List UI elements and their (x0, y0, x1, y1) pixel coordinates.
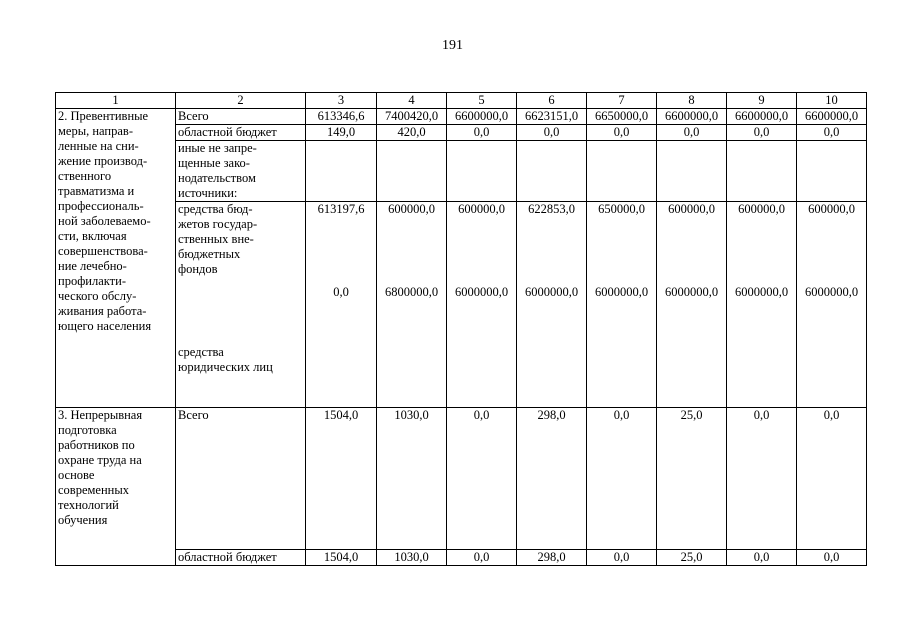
measure-cell (56, 109, 176, 408)
value: 6000000,0 (734, 285, 789, 299)
value-cell (447, 202, 517, 408)
source-label-cell (176, 550, 306, 566)
value: 0,0 (823, 408, 840, 422)
table-row (56, 550, 867, 566)
table-body (56, 93, 867, 566)
value-cell (377, 109, 447, 125)
source-label-cell (176, 125, 306, 141)
spacer (797, 217, 866, 285)
source-label-cell (176, 141, 306, 202)
value: 6000000,0 (664, 285, 719, 299)
text-line: жетов государ- (178, 217, 258, 231)
value: 6600000,0 (804, 109, 859, 123)
table-row (56, 109, 867, 125)
value-cell (447, 109, 517, 125)
value: 1030,0 (394, 408, 429, 422)
value-cell (377, 550, 447, 566)
value-cell (657, 202, 727, 408)
spacer (517, 217, 586, 285)
value-cell (517, 109, 587, 125)
text-line: нодательством (178, 171, 256, 185)
value: 25,0 (680, 408, 703, 422)
header-cell: 8 (657, 93, 727, 109)
table-row (56, 125, 867, 141)
value: 0,0 (333, 285, 349, 299)
value: 6000000,0 (594, 285, 649, 299)
value-cell (517, 550, 587, 566)
text-line: меры, направ- (58, 124, 133, 138)
source-label-cell (176, 408, 306, 550)
value-cell (657, 125, 727, 141)
value: 600000,0 (388, 202, 435, 216)
spacer (377, 217, 446, 285)
text-line: средства (178, 345, 224, 359)
value: 0,0 (753, 550, 770, 564)
value-cell (306, 202, 377, 408)
value: 600000,0 (668, 202, 715, 216)
text-line: подготовка (58, 423, 117, 437)
value-cell (797, 408, 867, 550)
value-cell (797, 202, 867, 408)
text-line: ленные на сни- (58, 139, 139, 153)
value: 6000000,0 (454, 285, 509, 299)
text-line: ственного (58, 169, 112, 183)
text-line: профилакти- (58, 274, 126, 288)
text-line: охране труда на (58, 453, 142, 467)
header-cell: 6 (517, 93, 587, 109)
text-line: Всего (178, 408, 209, 422)
text-line: фондов (178, 262, 218, 276)
value-cell (797, 141, 867, 202)
value-cell (727, 202, 797, 408)
value-cell (657, 550, 727, 566)
value: 0,0 (543, 125, 560, 139)
value: 6000000,0 (804, 285, 859, 299)
value-cell (377, 408, 447, 550)
value-cell (727, 125, 797, 141)
value: 613346,6 (317, 109, 365, 123)
value-cell (587, 109, 657, 125)
value-cell (657, 408, 727, 550)
text-line: профессиональ- (58, 199, 144, 213)
header-cell: 3 (306, 93, 377, 109)
text-line: сти, включая (58, 229, 127, 243)
value: 600000,0 (458, 202, 505, 216)
value-cell (447, 141, 517, 202)
value: 0,0 (473, 408, 490, 422)
source-label-cell (176, 202, 306, 408)
value: 420,0 (397, 125, 426, 139)
value: 613197,6 (317, 202, 365, 216)
value-cell (377, 141, 447, 202)
value: 6650000,0 (594, 109, 649, 123)
value-cell (447, 550, 517, 566)
value-cell (797, 550, 867, 566)
spacer (657, 217, 726, 285)
value-cell (727, 408, 797, 550)
header-cell: 10 (797, 93, 867, 109)
value: 6600000,0 (454, 109, 509, 123)
value-cell (306, 141, 377, 202)
text-line: ние лечебно- (58, 259, 127, 273)
text-line: жение производ- (58, 154, 148, 168)
value-cell (587, 125, 657, 141)
measure-cell (56, 408, 176, 566)
text-line: юридических лиц (178, 360, 273, 374)
text-line: травматизма и (58, 184, 135, 198)
budget-table (55, 92, 867, 566)
text-line: живания работа- (58, 304, 147, 318)
value: 6600000,0 (664, 109, 719, 123)
value: 6000000,0 (524, 285, 579, 299)
value: 6600000,0 (734, 109, 789, 123)
header-cell: 9 (727, 93, 797, 109)
value-cell (727, 141, 797, 202)
text-line: ственных вне- (178, 232, 254, 246)
value-cell (657, 141, 727, 202)
value: 149,0 (326, 125, 356, 139)
value: 600000,0 (738, 202, 785, 216)
value-cell (587, 202, 657, 408)
text-line: совершенствова- (58, 244, 148, 258)
value-cell (306, 125, 377, 141)
value: 7400420,0 (384, 109, 439, 123)
header-cell: 1 (56, 93, 176, 109)
value: 622853,0 (528, 202, 575, 216)
table-row (56, 408, 867, 550)
value-cell (447, 408, 517, 550)
value: 0,0 (473, 125, 490, 139)
value: 298,0 (537, 550, 566, 564)
value-cell (727, 550, 797, 566)
spacer (447, 217, 516, 285)
text-line: бюджетных (178, 247, 241, 261)
text-line: областной бюджет (178, 125, 277, 139)
text-line: ющего населения (58, 319, 152, 333)
text-line: 3. Непрерывная (58, 408, 143, 422)
value-cell (306, 109, 377, 125)
value: 1504,0 (323, 550, 359, 564)
value: 0,0 (753, 408, 770, 422)
value: 1504,0 (323, 408, 359, 422)
text-line: областной бюджет (178, 550, 277, 564)
value-cell (797, 109, 867, 125)
value-cell (587, 550, 657, 566)
text-line: 2. Превентивные (58, 109, 149, 123)
spacer (306, 217, 376, 285)
value-cell (517, 408, 587, 550)
value-cell (587, 408, 657, 550)
value: 298,0 (537, 408, 566, 422)
header-row (56, 93, 867, 109)
header-cell: 7 (587, 93, 657, 109)
text-line: основе (58, 468, 95, 482)
header-cell: 5 (447, 93, 517, 109)
text-line: иные не запре- (178, 141, 257, 155)
page-number: 191 (442, 38, 463, 53)
header-cell: 4 (377, 93, 447, 109)
text-line: источники: (178, 186, 238, 200)
value: 1030,0 (394, 550, 429, 564)
text-line: средства бюд- (178, 202, 253, 216)
text-line: обучения (58, 513, 108, 527)
text-line: работников по (58, 438, 135, 452)
value-cell (657, 109, 727, 125)
value-cell (517, 125, 587, 141)
text-line: ческого обслу- (58, 289, 137, 303)
value-cell (517, 141, 587, 202)
value: 600000,0 (808, 202, 855, 216)
value-cell (517, 202, 587, 408)
text-line: технологий (58, 498, 119, 512)
value-cell (797, 125, 867, 141)
value: 0,0 (683, 125, 700, 139)
value: 650000,0 (598, 202, 645, 216)
value: 0,0 (613, 125, 630, 139)
value-cell (727, 109, 797, 125)
spacer (178, 277, 303, 345)
table-row (56, 141, 867, 202)
value-cell (377, 202, 447, 408)
value-cell (306, 408, 377, 550)
value-cell (377, 125, 447, 141)
value: 0,0 (753, 125, 770, 139)
value-cell (447, 125, 517, 141)
value-cell (587, 141, 657, 202)
text-line: Всего (178, 109, 209, 123)
spacer (727, 217, 796, 285)
value: 0,0 (613, 550, 630, 564)
value: 6800000,0 (384, 285, 439, 299)
value-cell (306, 550, 377, 566)
value: 0,0 (613, 408, 630, 422)
value: 6623151,0 (524, 109, 579, 123)
spacer (587, 217, 656, 285)
header-cell: 2 (176, 93, 306, 109)
value: 0,0 (823, 125, 840, 139)
text-line: щенные зако- (178, 156, 250, 170)
text-line: ной заболеваемо- (58, 214, 151, 228)
source-label-cell (176, 109, 306, 125)
value: 0,0 (473, 550, 490, 564)
value: 0,0 (823, 550, 840, 564)
value: 25,0 (680, 550, 703, 564)
text-line: современных (58, 483, 129, 497)
table-row (56, 202, 867, 408)
